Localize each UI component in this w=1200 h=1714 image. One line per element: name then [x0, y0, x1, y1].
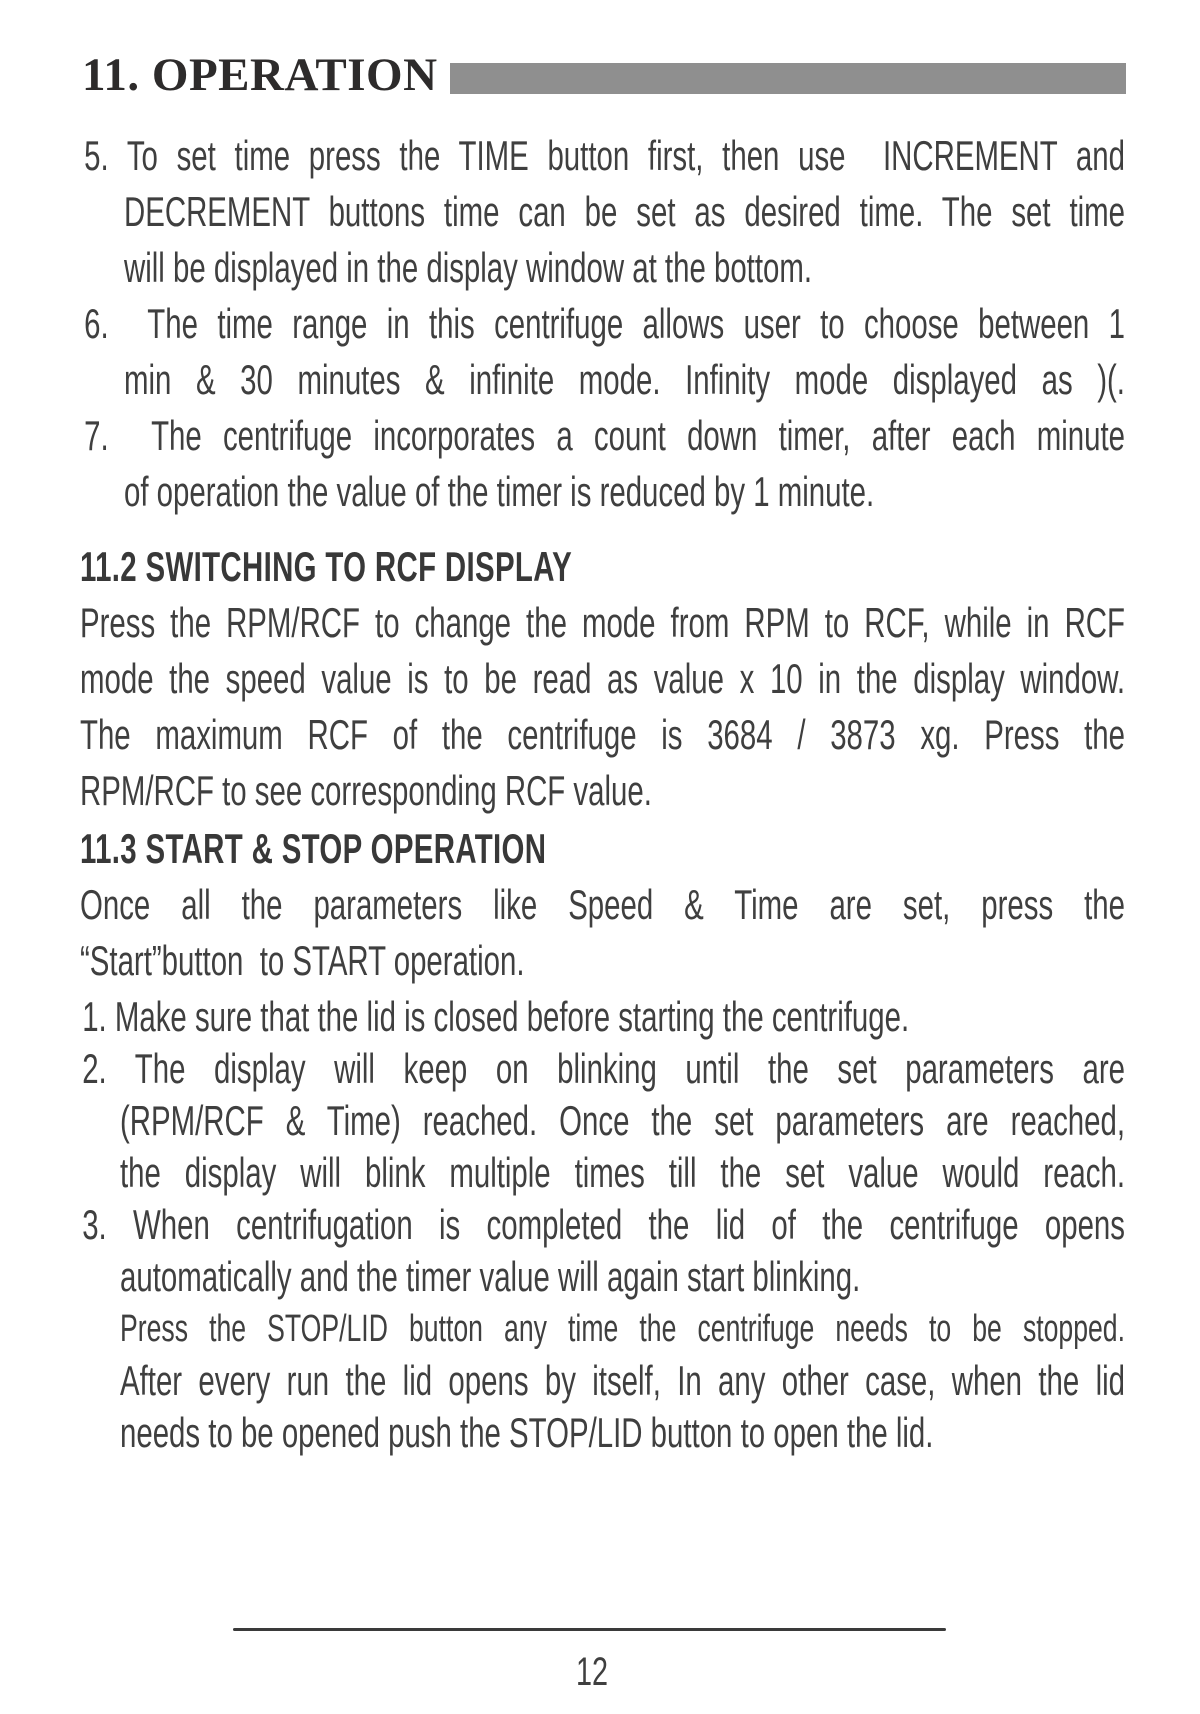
- operation-steps-list: [84, 128, 1125, 520]
- section-heading: 11.2 SWITCHING TO RCF DISPLAY: [80, 543, 573, 590]
- text-line: Press the STOP/LID button any time the centrifuge needs to be stopped.: [120, 1308, 1125, 1350]
- text-line: Press the RPM/RCF to change the mode from RPM to RCF, while in RCF: [80, 599, 1125, 646]
- text-line: The maximum RCF of the centrifuge is 3684 / 3873 xg. Press the: [80, 711, 1125, 758]
- list-item-1: [82, 991, 1125, 1043]
- text-line: 1. Make sure that the lid is closed before starting the centrifuge.: [82, 993, 910, 1040]
- text-line: DECREMENT buttons time can be set as desired time. The set time: [124, 188, 1125, 235]
- text-line: needs to be opened push the STOP/LID button to open the lid.: [120, 1409, 934, 1456]
- text-line: “Start”button to START operation.: [80, 937, 525, 984]
- text-line: (RPM/RCF & Time) reached. Once the set parameters are reached,: [120, 1097, 1125, 1144]
- text-line: 6. The time range in this centrifuge allows user to choose between 1: [84, 300, 1125, 347]
- section-heading: 11.3 START & STOP OPERATION: [80, 825, 547, 872]
- text-line: Once all the parameters like Speed & Time are set, press the: [80, 881, 1125, 928]
- text-line: 5. To set time press the TIME button first, then use INCREMENT and: [84, 132, 1125, 179]
- text-line: automatically and the timer value will again start blinking.: [120, 1253, 861, 1300]
- list-item-6: [84, 296, 1125, 408]
- footer-rule: [233, 1628, 946, 1631]
- list-item-5: [84, 128, 1125, 296]
- stop-lid-notes: [82, 1303, 1125, 1459]
- list-item-3: [82, 1199, 1125, 1303]
- text-line: RPM/RCF to see corresponding RCF value.: [80, 767, 652, 814]
- text-line: 3. When centrifugation is completed the lid of the centrifuge opens: [82, 1201, 1125, 1248]
- text-line: of operation the value of the timer is reduced by 1 minute.: [124, 468, 875, 515]
- text-line: min & 30 minutes & infinite mode. Infinity mode displayed as )(.: [124, 356, 1125, 403]
- text-line: 2. The display will keep on blinking until the set parameters are: [82, 1045, 1125, 1092]
- text-line: will be displayed in the display window at the bottom.: [124, 244, 813, 291]
- page-title: 11. OPERATION: [82, 49, 438, 101]
- text-line: 7. The centrifuge incorporates a count down timer, after each minute: [84, 412, 1125, 459]
- section-rcf-display: [80, 539, 1125, 819]
- section-start-stop: [80, 821, 1125, 989]
- text-line: mode the speed value is to be read as value x 10 in the display window.: [80, 655, 1125, 702]
- text-line: the display will blink multiple times till the set value would reach.: [120, 1149, 1125, 1196]
- list-item-7: [84, 408, 1125, 520]
- text-line: After every run the lid opens by itself, In any other case, when the lid: [120, 1357, 1125, 1404]
- start-stop-steps-list: [82, 991, 1125, 1459]
- list-item-2: [82, 1043, 1125, 1199]
- page-number: 12: [575, 1650, 609, 1694]
- title-decorative-bar: [450, 63, 1126, 94]
